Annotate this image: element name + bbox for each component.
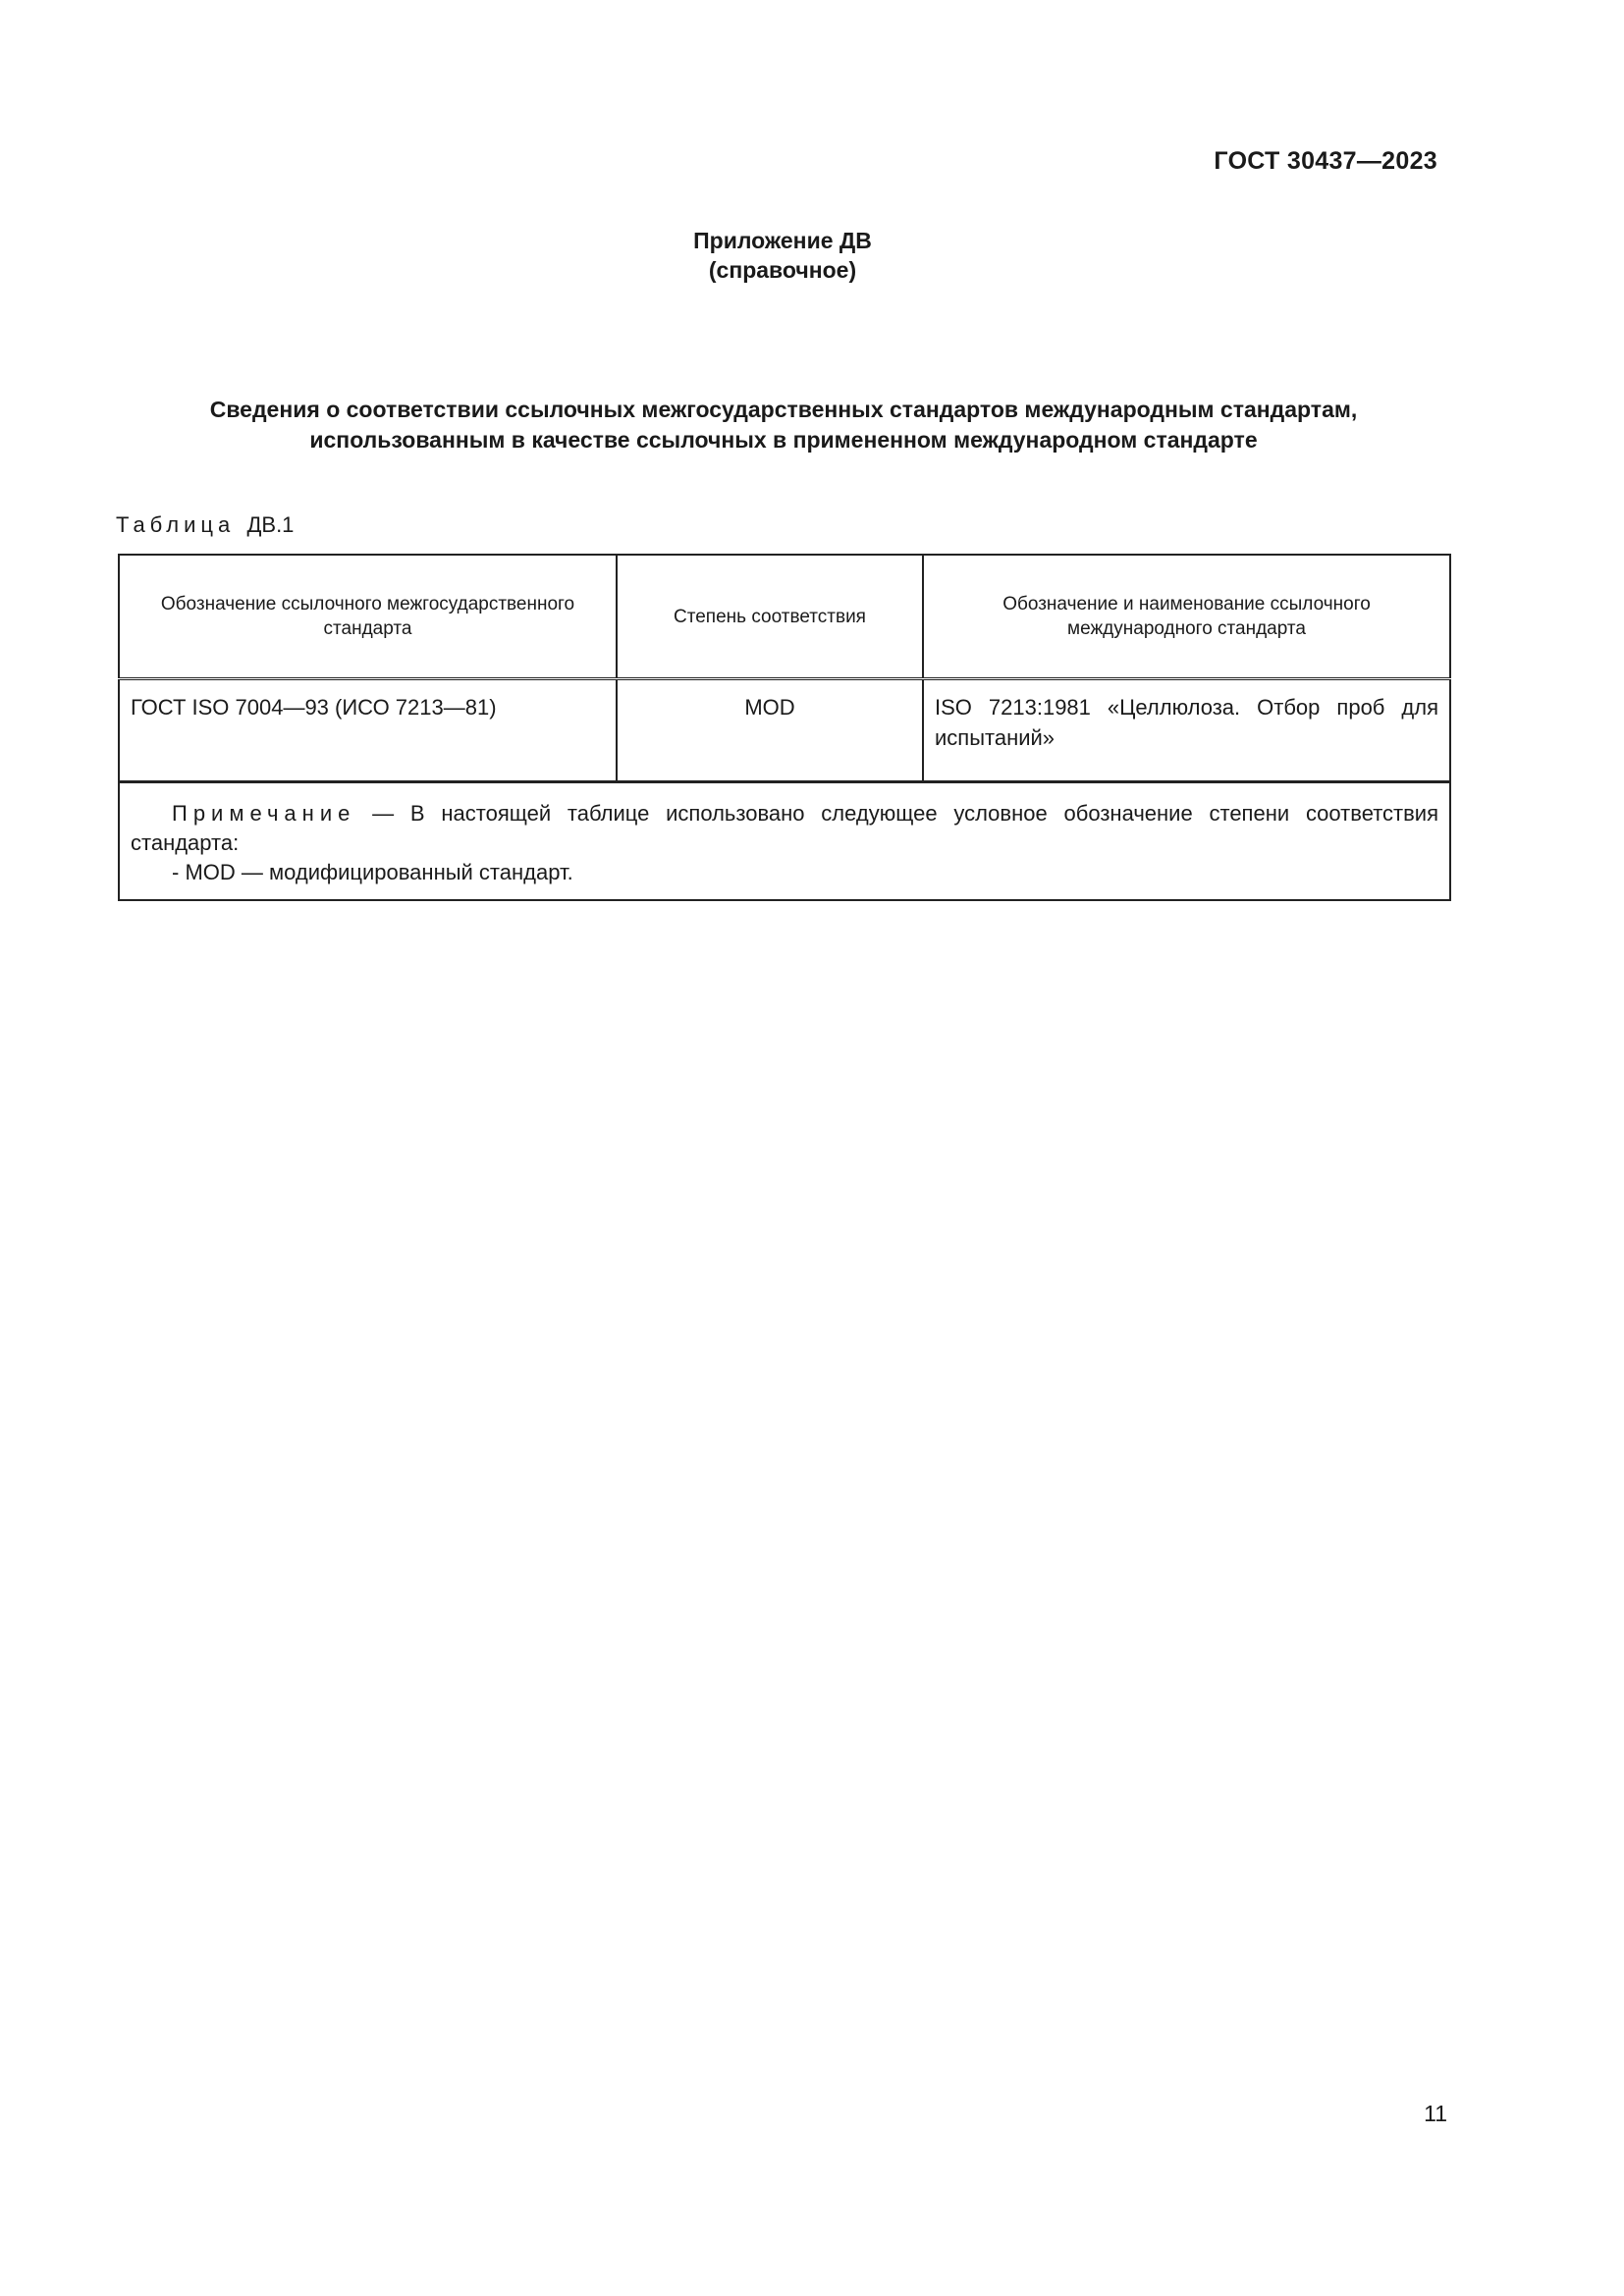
column-header-international-standard: Обозначение и наименование ссылочного международного стандарта xyxy=(923,555,1450,679)
section-title xyxy=(118,395,1449,455)
table-note-row xyxy=(119,782,1450,901)
table-caption-label: Таблица xyxy=(116,512,236,537)
section-title-line2: использованным в качестве ссылочных в примененном международном стандарте xyxy=(309,427,1258,453)
column-header-interstate-standard: Обозначение ссылочного межгосударственного стандарта xyxy=(119,555,617,679)
note-label: Примечание xyxy=(172,801,356,826)
section-title-line1: Сведения о соответствии ссылочных межгосударственных стандартов международным стандартам, xyxy=(209,397,1358,422)
cell-international-standard: ISO 7213:1981 «Целлюлоза. Отбор проб для испытаний» xyxy=(923,679,1450,782)
column-header-degree: Степень соответствия xyxy=(617,555,923,679)
appendix-heading xyxy=(0,226,1565,285)
page-number: 11 xyxy=(1424,2101,1447,2126)
note-body: — В настоящей таблице использовано следующее условное обозначение степени соответствия стандарта: xyxy=(131,801,1438,855)
note-text xyxy=(131,799,1438,858)
table-caption xyxy=(116,512,294,538)
cell-degree: MOD xyxy=(617,679,923,782)
note-list-item: - MOD — модифицированный стандарт. xyxy=(172,860,573,884)
standards-correspondence-table xyxy=(118,554,1451,901)
appendix-subtitle: (справочное) xyxy=(708,257,857,283)
table-row xyxy=(119,679,1450,782)
document-designation: ГОСТ 30437—2023 xyxy=(1214,147,1437,175)
table-note xyxy=(119,782,1450,901)
cell-interstate-standard: ГОСТ ISO 7004—93 (ИСО 7213—81) xyxy=(119,679,617,782)
table-caption-number: ДВ.1 xyxy=(246,512,295,537)
table-header-row xyxy=(119,555,1450,679)
appendix-title: Приложение ДВ xyxy=(693,228,872,253)
